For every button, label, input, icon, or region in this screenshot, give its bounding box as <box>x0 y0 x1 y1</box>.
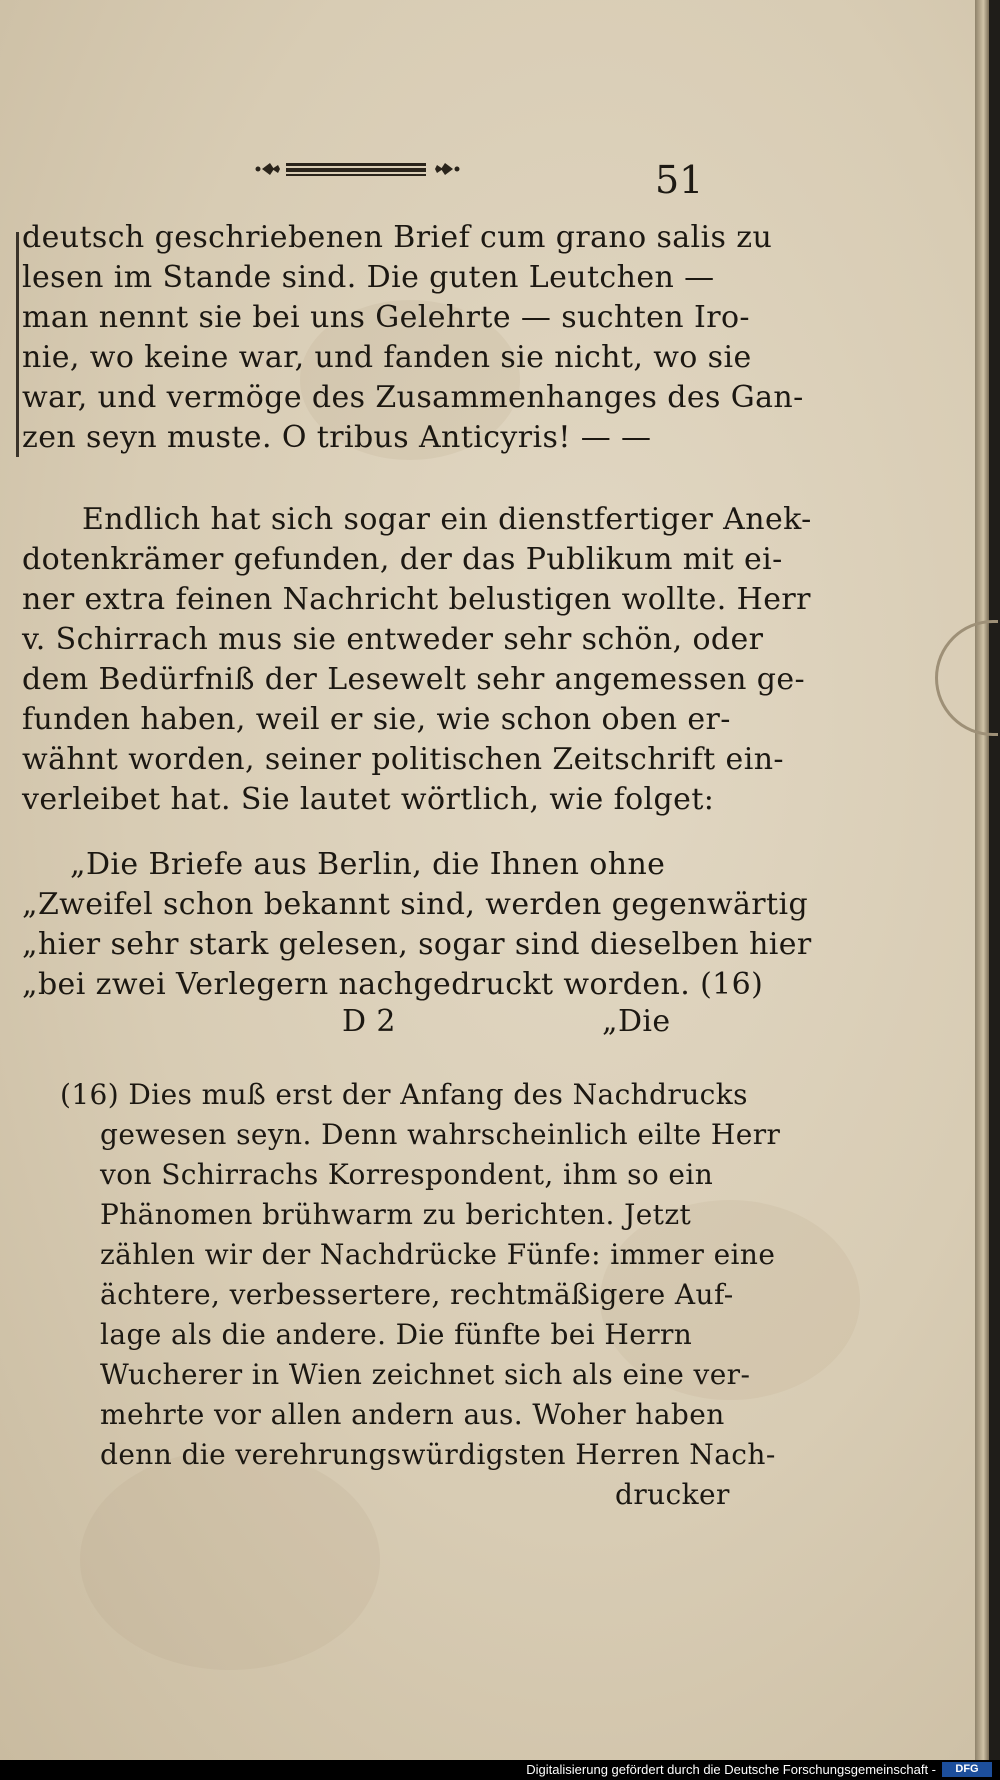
page-number: 51 <box>655 158 704 202</box>
footnote-line: gewesen seyn. Denn wahrscheinlich eilte Herr <box>100 1118 781 1151</box>
text-line: deutsch geschriebenen Brief cum grano salis zu <box>22 220 773 255</box>
footnote-line: denn die verehrungswürdigsten Herren Nach- <box>100 1438 776 1471</box>
text-line: dem Bedürfniß der Lesewelt sehr angemessen ge- <box>22 662 806 697</box>
text-line: v. Schirrach mus sie entweder sehr schön, oder <box>22 622 764 657</box>
text-line: lesen im Stande sind. Die guten Leutchen — <box>22 260 715 295</box>
digitization-credit: Digitalisierung gefördert durch die Deutsche Forschungsgemeinschaft - <box>526 1762 936 1777</box>
text-line: funden haben, weil er sie, wie schon oben er- <box>22 702 731 737</box>
margin-rule <box>16 232 19 457</box>
text-line: „bei zwei Verlegern nachgedruckt worden. (16) <box>22 967 764 1002</box>
text-line: war, und vermöge des Zusammenhanges des Gan- <box>22 380 804 415</box>
footnote-line: lage als die andere. Die fünfte bei Herrn <box>100 1318 693 1351</box>
text-line: zen seyn muste. O tribus Anticyris! — — <box>22 420 652 455</box>
paper-stain <box>80 1450 380 1670</box>
footnote-line: (16) Dies muß erst der Anfang des Nachdrucks <box>60 1078 748 1111</box>
footnote-catchword: drucker <box>615 1478 730 1511</box>
text-line: Endlich hat sich sogar ein dienstfertiger Anek- <box>82 502 812 537</box>
footnote-line: ächtere, verbessertere, rechtmäßigere Auf- <box>100 1278 734 1311</box>
footnote-line: mehrte vor allen andern aus. Woher haben <box>100 1398 725 1431</box>
text-line: „hier sehr stark gelesen, sogar sind dieselben hier <box>22 927 812 962</box>
text-line: wähnt worden, seiner politischen Zeitschrift ein- <box>22 742 784 777</box>
dfg-logo-icon: DFG <box>942 1762 992 1777</box>
text-line: ner extra feinen Nachricht belustigen wollte. Herr <box>22 582 811 617</box>
footnote-line: von Schirrachs Korrespondent, ihm so ein <box>100 1158 714 1191</box>
footnote-line: zählen wir der Nachdrücke Fünfe: immer eine <box>100 1238 776 1271</box>
text-line: „Zweifel schon bekannt sind, werden gegenwärtig <box>22 887 809 922</box>
signature-mark: D 2 <box>342 1004 396 1039</box>
header-ornament-icon <box>250 156 465 182</box>
catchword: „Die <box>602 1004 671 1039</box>
text-line: „Die Briefe aus Berlin, die Ihnen ohne <box>70 847 666 882</box>
text-line: man nennt sie bei uns Gelehrte — suchten Iro- <box>22 300 750 335</box>
footnote-line: Phänomen brühwarm zu berichten. Jetzt <box>100 1198 692 1231</box>
footnote-line: Wucherer in Wien zeichnet sich als eine ver- <box>100 1358 751 1391</box>
text-line: nie, wo keine war, und fanden sie nicht, wo sie <box>22 340 752 375</box>
text-line: dotenkrämer gefunden, der das Publikum mit ei- <box>22 542 783 577</box>
page-edge <box>975 0 989 1760</box>
text-line: verleibet hat. Sie lautet wörtlich, wie folget: <box>22 782 715 817</box>
